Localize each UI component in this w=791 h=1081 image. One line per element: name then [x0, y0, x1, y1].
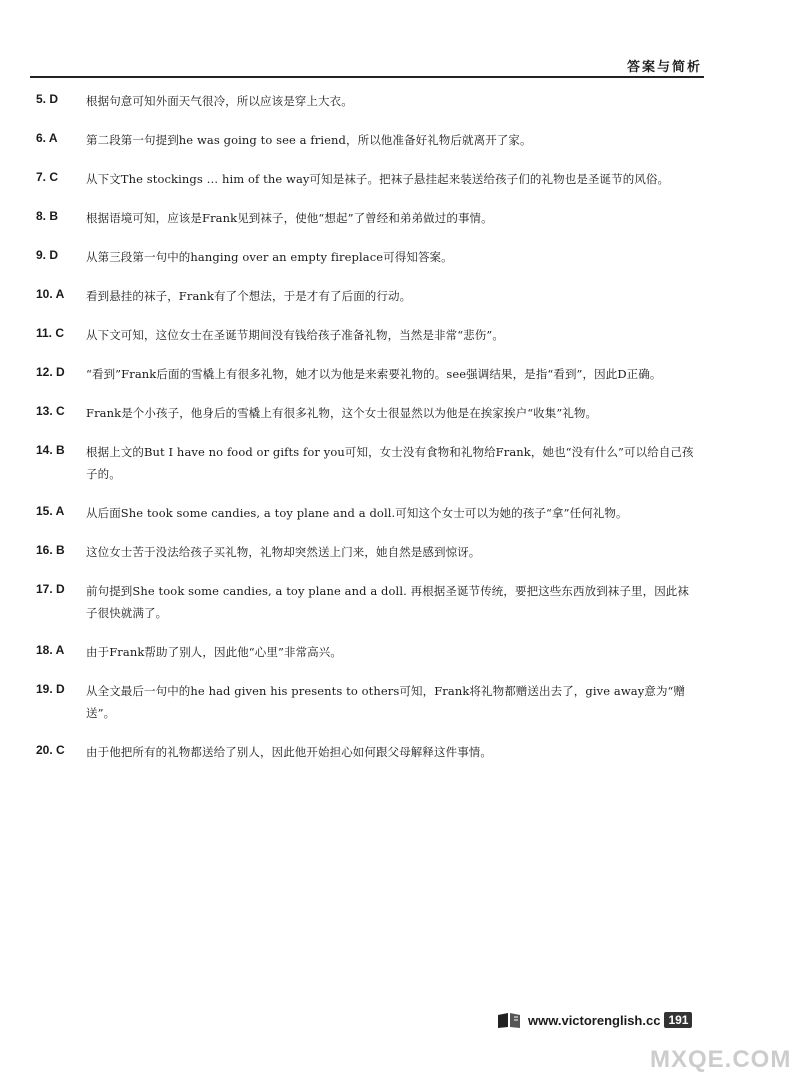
answer-explanation: 由于Frank帮助了别人，因此他“心里”非常高兴。 [86, 645, 342, 659]
answer-item [34, 129, 698, 151]
answer-explanation: 前句提到She took some candies, a toy plane and a doll. 再根据圣诞节传统，要把这些东西放到袜子里，因此袜子很快就满了。 [86, 584, 690, 620]
answer-explanation: 从第三段第一句中的hanging over an empty fireplace可得知答案。 [86, 250, 453, 264]
answer-list [34, 90, 698, 780]
header-title: 答案与简析 [626, 60, 702, 75]
answer-explanation: 第二段第一句提到he was going to see a friend，所以他准备好礼物后就离开了家。 [86, 133, 532, 147]
answer-number: 17. D [36, 582, 65, 596]
answer-number: 18. A [36, 643, 65, 657]
answer-number: 6. A [36, 131, 58, 145]
answer-number: 9. D [36, 248, 59, 262]
answer-item [34, 580, 698, 624]
answer-number: 19. D [36, 682, 65, 696]
answer-item [34, 402, 698, 424]
answer-explanation: 这位女士苦于没法给孩子买礼物，礼物却突然送上门来，她自然是感到惊讶。 [86, 545, 481, 559]
page-header [30, 54, 704, 78]
answer-number: 16. B [36, 543, 65, 557]
answer-number: 5. D [36, 92, 59, 106]
answer-explanation: 从下文The stockings … him of the way可知是袜子。把袜子悬挂起来装送给孩子们的礼物也是圣诞节的风俗。 [86, 172, 670, 186]
answer-number: 15. A [36, 504, 65, 518]
answer-explanation: 根据语境可知，应该是Frank见到袜子，使他“想起”了曾经和弟弟做过的事情。 [86, 211, 493, 225]
watermark: MXQE.COM [650, 1046, 791, 1073]
answer-number: 12. D [36, 365, 65, 379]
answer-number: 20. C [36, 743, 65, 757]
answer-item [34, 207, 698, 229]
answer-item [34, 680, 698, 724]
answer-number: 10. A [36, 287, 65, 301]
answer-number: 13. C [36, 404, 65, 418]
answer-item [34, 246, 698, 268]
answer-explanation: 由于他把所有的礼物都送给了别人，因此他开始担心如何跟父母解释这件事情。 [86, 745, 492, 759]
answer-explanation: 从全文最后一句中的he had given his presents to others可知，Frank将礼物都赠送出去了，give away意为“赠送”。 [86, 684, 686, 720]
answer-explanation: “看到”Frank后面的雪橇上有很多礼物，她才以为他是来索要礼物的。see强调结果，是指“看到”，因此D正确。 [86, 367, 662, 381]
answer-item [34, 741, 698, 763]
page-number: 191 [664, 1012, 692, 1028]
answer-item [34, 502, 698, 524]
answer-number: 8. B [36, 209, 59, 223]
answer-explanation: 从下文可知，这位女士在圣诞节期间没有钱给孩子准备礼物，当然是非常“悲伤”。 [86, 328, 504, 342]
answer-explanation: 根据句意可知外面天气很冷，所以应该是穿上大衣。 [86, 94, 353, 108]
answer-item [34, 324, 698, 346]
answer-item [34, 90, 698, 112]
answer-explanation: Frank是个小孩子，他身后的雪橇上有很多礼物，这个女士很显然以为他是在挨家挨户“收集”礼物。 [86, 406, 598, 420]
answer-explanation: 根据上文的But I have no food or gifts for you可知，女士没有食物和礼物给Frank，她也“没有什么”可以给自己孩子的。 [86, 445, 694, 481]
answer-item [34, 168, 698, 190]
answer-explanation: 从后面She took some candies, a toy plane and a doll.可知这个女士可以为她的孩子“拿”任何礼物。 [86, 506, 628, 520]
answer-number: 11. C [36, 326, 65, 340]
answer-item [34, 641, 698, 663]
book-icon [496, 1011, 522, 1029]
page-footer [496, 1009, 726, 1031]
footer-site-url: www.victorenglish.cc [528, 1012, 661, 1028]
answer-item [34, 285, 698, 307]
answer-number: 7. C [36, 170, 59, 184]
answer-item [34, 441, 698, 485]
answer-explanation: 看到悬挂的袜子，Frank有了个想法，于是才有了后面的行动。 [86, 289, 412, 303]
answer-item [34, 541, 698, 563]
answer-number: 14. B [36, 443, 65, 457]
answer-item [34, 363, 698, 385]
